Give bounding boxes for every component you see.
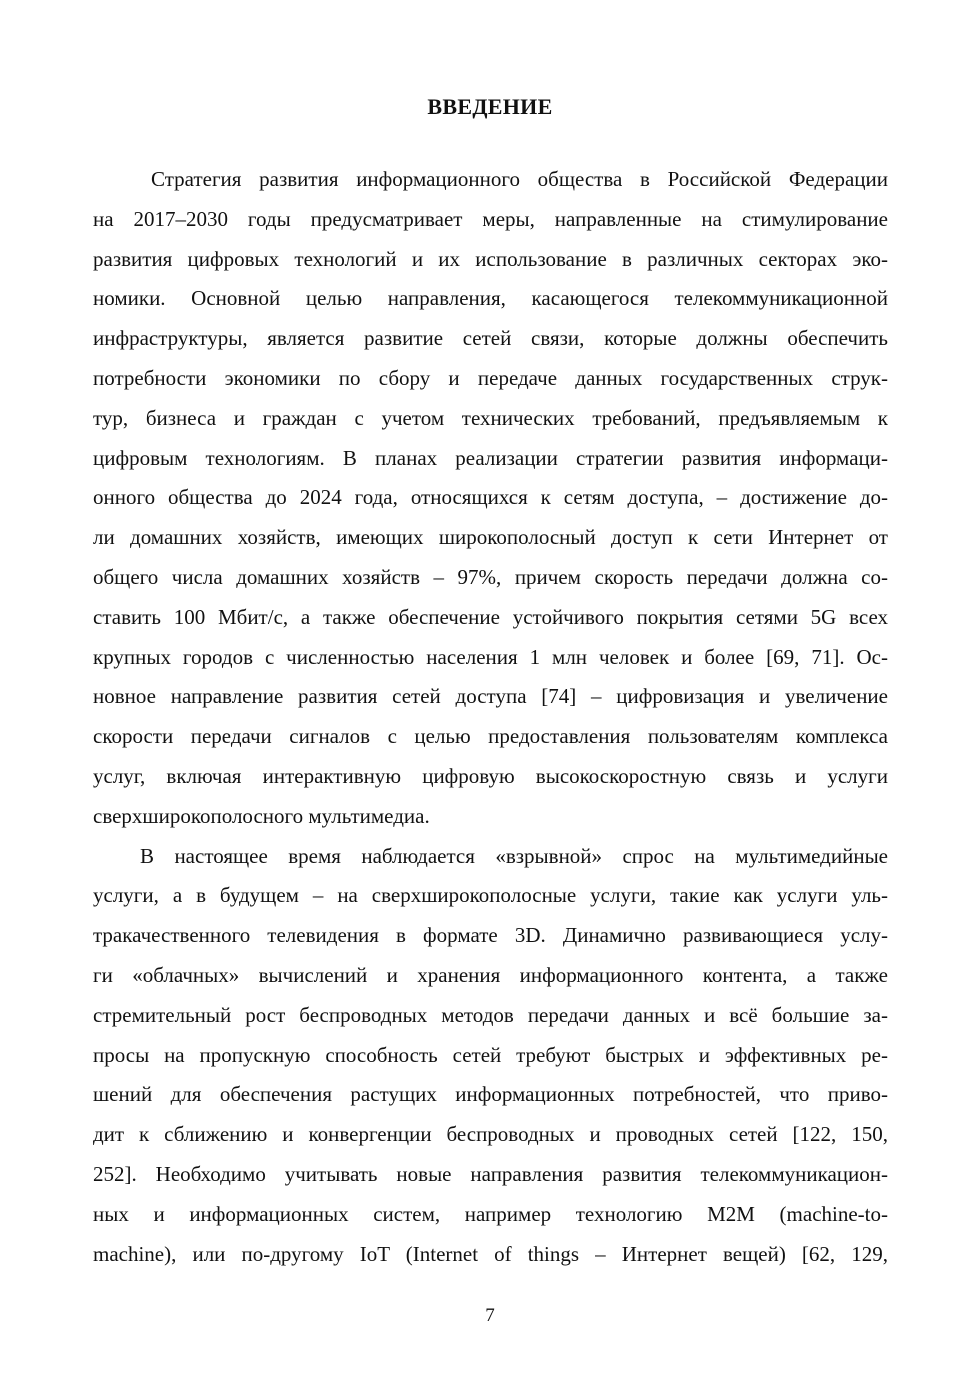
text-line: ставить 100 Мбит/с, а также обеспечение устойчивого покрытия сетями 5G всех — [93, 604, 888, 629]
text-line: онного общества до 2024 года, относящихся к сетям доступа, – достижение до- — [93, 485, 888, 510]
text-line: просы на пропускную способность сетей требуют быстрых и эффективных ре- — [93, 1042, 888, 1067]
text-line: сверхширокополосного мультимедиа. — [93, 803, 430, 828]
text-line: на 2017–2030 годы предусматривает меры, направленные на стимулирование — [93, 206, 888, 231]
text-line: новное направление развития сетей доступа [74] – цифровизация и увеличение — [93, 684, 888, 709]
text-line: В настоящее время наблюдается «взрывной» спрос на мультимедийные — [140, 843, 888, 868]
text-line: услуг, включая интерактивную цифровую высокоскоростную связь и услуги — [93, 763, 888, 788]
text-line: потребности экономики по сбору и передаче данных государственных струк- — [93, 365, 888, 390]
text-line: тракачественного телевидения в формате 3D. Динамично развивающиеся услу- — [93, 923, 888, 948]
body-text — [93, 160, 888, 1274]
text-line: скорости передачи сигналов с целью предоставления пользователям комплекса — [93, 724, 888, 749]
text-line: тур, бизнеса и граждан с учетом технических требований, предъявляемым к — [93, 405, 888, 430]
text-line: номики. Основной целью направления, касающегося телекоммуникационной — [93, 286, 888, 311]
text-line: крупных городов с численностью населения 1 млн человек и более [69, 71]. Ос- — [93, 644, 888, 669]
text-line: ных и информационных систем, например технологию M2M (machine-to- — [93, 1201, 888, 1226]
text-line: Стратегия развития информационного общества в Российской Федерации — [151, 167, 888, 191]
text-line: стремительный рост беспроводных методов передачи данных и всё большие за- — [93, 1002, 888, 1027]
text-line: machine), или по-другому IoT (Internet of things – Интернет вещей) [62, 129, — [93, 1241, 888, 1266]
text-line: общего числа домашних хозяйств – 97%, причем скорость передачи должна со- — [93, 564, 888, 589]
page-number: 7 — [485, 1305, 495, 1326]
text-line: услуги, а в будущем – на сверхширокополосные услуги, такие как услуги уль- — [93, 883, 888, 908]
text-line: дит к сближению и конвергенции беспроводных и проводных сетей [122, 150, — [93, 1122, 888, 1147]
text-line: инфраструктуры, является развитие сетей связи, которые должны обеспечить — [93, 326, 888, 351]
text-line: цифровым технологиям. В планах реализации стратегии развития информаци- — [93, 445, 888, 470]
text-line: шений для обеспечения растущих информационных потребностей, что приво- — [93, 1082, 888, 1107]
text-line: 252]. Необходимо учитывать новые направления развития телекоммуникацион- — [93, 1161, 888, 1186]
text-line: ги «облачных» вычислений и хранения информационного контента, а также — [93, 962, 888, 987]
page-title: ВВЕДЕНИЕ — [427, 94, 553, 119]
text-line: развития цифровых технологий и их использование в различных секторах эко- — [93, 246, 888, 271]
text-line: ли домашних хозяйств, имеющих широкополосный доступ к сети Интернет от — [93, 525, 888, 550]
